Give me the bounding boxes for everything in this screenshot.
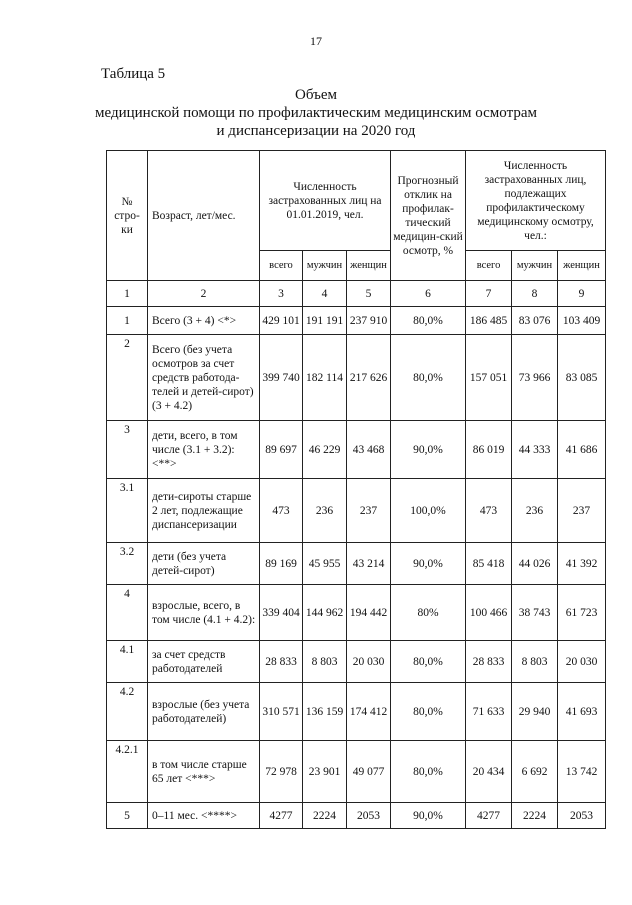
cell-insured-total: 339 404	[260, 585, 303, 641]
numbering-cell: 6	[391, 281, 466, 307]
row-number: 2	[107, 335, 148, 421]
cell-subject-total: 186 485	[466, 307, 512, 335]
title-line-2: медицинской помощи по профилактическим медицинским осмотрам	[95, 105, 537, 121]
cell-subject-total: 86 019	[466, 421, 512, 479]
cell-insured-men: 191 191	[303, 307, 347, 335]
cell-insured-men: 46 229	[303, 421, 347, 479]
row-age: Всего (без учета осмотров за счет средств работода-телей и детей-сирот) (3 + 4.2)	[148, 335, 260, 421]
subheader-cell: женщин	[347, 251, 391, 281]
subheader-cell: мужчин	[512, 251, 558, 281]
table-row	[107, 479, 606, 543]
row-number: 3	[107, 421, 148, 479]
table-row	[107, 803, 606, 829]
header-age: Возраст, лет/мес.	[148, 151, 260, 281]
table-row	[107, 421, 606, 479]
row-number: 3.2	[107, 543, 148, 585]
cell-insured-women: 174 412	[347, 683, 391, 741]
subheader-cell: женщин	[558, 251, 606, 281]
cell-subject-women: 13 742	[558, 741, 606, 803]
cell-subject-total: 20 434	[466, 741, 512, 803]
cell-insured-women: 237	[347, 479, 391, 543]
data-table	[106, 150, 606, 829]
cell-response: 80,0%	[391, 641, 466, 683]
numbering-cell: 7	[466, 281, 512, 307]
cell-insured-men: 144 962	[303, 585, 347, 641]
cell-insured-women: 237 910	[347, 307, 391, 335]
cell-insured-total: 429 101	[260, 307, 303, 335]
row-age: в том числе старше 65 лет <***>	[148, 741, 260, 803]
cell-insured-men: 45 955	[303, 543, 347, 585]
table-row	[107, 741, 606, 803]
subheader-cell: всего	[260, 251, 303, 281]
row-age: за счет средств работодателей	[148, 641, 260, 683]
cell-insured-women: 20 030	[347, 641, 391, 683]
row-age: дети, всего, в том числе (3.1 + 3.2): <**>	[148, 421, 260, 479]
cell-subject-total: 473	[466, 479, 512, 543]
cell-subject-women: 41 693	[558, 683, 606, 741]
numbering-cell: 9	[558, 281, 606, 307]
cell-subject-women: 20 030	[558, 641, 606, 683]
cell-insured-total: 28 833	[260, 641, 303, 683]
cell-subject-men: 8 803	[512, 641, 558, 683]
cell-subject-total: 157 051	[466, 335, 512, 421]
cell-subject-women: 61 723	[558, 585, 606, 641]
cell-response: 80,0%	[391, 683, 466, 741]
cell-insured-total: 473	[260, 479, 303, 543]
row-age: дети (без учета детей-сирот)	[148, 543, 260, 585]
numbering-cell: 1	[107, 281, 148, 307]
cell-subject-total: 100 466	[466, 585, 512, 641]
cell-subject-total: 28 833	[466, 641, 512, 683]
cell-insured-total: 89 697	[260, 421, 303, 479]
row-number: 4.2.1	[107, 741, 148, 803]
cell-subject-women: 2053	[558, 803, 606, 829]
numbering-row	[107, 281, 606, 307]
cell-subject-women: 83 085	[558, 335, 606, 421]
cell-insured-total: 89 169	[260, 543, 303, 585]
row-number: 4.2	[107, 683, 148, 741]
cell-insured-men: 182 114	[303, 335, 347, 421]
cell-insured-women: 2053	[347, 803, 391, 829]
row-number: 3.1	[107, 479, 148, 543]
row-age: Всего (3 + 4) <*>	[148, 307, 260, 335]
numbering-cell: 3	[260, 281, 303, 307]
table-row	[107, 335, 606, 421]
header-row	[107, 151, 606, 251]
cell-subject-women: 103 409	[558, 307, 606, 335]
cell-subject-women: 237	[558, 479, 606, 543]
table-row	[107, 585, 606, 641]
cell-insured-women: 194 442	[347, 585, 391, 641]
cell-subject-men: 44 026	[512, 543, 558, 585]
table-row	[107, 307, 606, 335]
subheader-cell: всего	[466, 251, 512, 281]
cell-response: 80,0%	[391, 335, 466, 421]
row-number: 4	[107, 585, 148, 641]
cell-subject-total: 85 418	[466, 543, 512, 585]
subheader-cell: мужчин	[303, 251, 347, 281]
cell-insured-men: 236	[303, 479, 347, 543]
row-age: дети-сироты старше 2 лет, подлежащие диспансеризации	[148, 479, 260, 543]
header-response: Прогнозный отклик на профилак-тический медицин-ский осмотр, %	[391, 151, 466, 281]
cell-response: 80,0%	[391, 307, 466, 335]
cell-subject-total: 71 633	[466, 683, 512, 741]
table-row	[107, 641, 606, 683]
numbering-cell: 5	[347, 281, 391, 307]
header-subject: Численность застрахованных лиц, подлежащих профилактическому медицинскому осмотру, чел.:	[466, 151, 606, 251]
cell-response: 80,0%	[391, 741, 466, 803]
cell-response: 90,0%	[391, 803, 466, 829]
cell-response: 90,0%	[391, 543, 466, 585]
table-label: Таблица 5	[101, 66, 166, 82]
page-number: 17	[310, 34, 322, 48]
row-age: взрослые, всего, в том числе (4.1 + 4.2):	[148, 585, 260, 641]
row-number: 1	[107, 307, 148, 335]
cell-insured-men: 8 803	[303, 641, 347, 683]
cell-insured-total: 310 571	[260, 683, 303, 741]
cell-insured-women: 49 077	[347, 741, 391, 803]
cell-insured-men: 136 159	[303, 683, 347, 741]
cell-subject-men: 38 743	[512, 585, 558, 641]
cell-insured-women: 217 626	[347, 335, 391, 421]
cell-subject-men: 83 076	[512, 307, 558, 335]
row-number: 5	[107, 803, 148, 829]
cell-subject-men: 6 692	[512, 741, 558, 803]
title-line-3: и диспансеризации на 2020 год	[216, 123, 416, 139]
cell-insured-women: 43 214	[347, 543, 391, 585]
cell-insured-total: 399 740	[260, 335, 303, 421]
cell-insured-men: 23 901	[303, 741, 347, 803]
cell-insured-women: 43 468	[347, 421, 391, 479]
numbering-cell: 8	[512, 281, 558, 307]
header-insured: Численность застрахованных лиц на 01.01.2019, чел.	[260, 151, 391, 251]
cell-subject-women: 41 686	[558, 421, 606, 479]
cell-subject-women: 41 392	[558, 543, 606, 585]
cell-subject-men: 73 966	[512, 335, 558, 421]
cell-subject-men: 2224	[512, 803, 558, 829]
cell-insured-men: 2224	[303, 803, 347, 829]
cell-response: 80%	[391, 585, 466, 641]
cell-subject-men: 29 940	[512, 683, 558, 741]
table-title	[0, 86, 632, 140]
table-row	[107, 543, 606, 585]
row-age: взрослые (без учета работодателей)	[148, 683, 260, 741]
cell-insured-total: 4277	[260, 803, 303, 829]
cell-subject-total: 4277	[466, 803, 512, 829]
cell-subject-men: 44 333	[512, 421, 558, 479]
cell-response: 100,0%	[391, 479, 466, 543]
title-line-1: Объем	[295, 87, 337, 103]
row-number: 4.1	[107, 641, 148, 683]
numbering-cell: 2	[148, 281, 260, 307]
cell-insured-total: 72 978	[260, 741, 303, 803]
cell-response: 90,0%	[391, 421, 466, 479]
cell-subject-men: 236	[512, 479, 558, 543]
table-row	[107, 683, 606, 741]
header-row-number: № стро-ки	[107, 151, 148, 281]
row-age: 0–11 мес. <****>	[148, 803, 260, 829]
numbering-cell: 4	[303, 281, 347, 307]
